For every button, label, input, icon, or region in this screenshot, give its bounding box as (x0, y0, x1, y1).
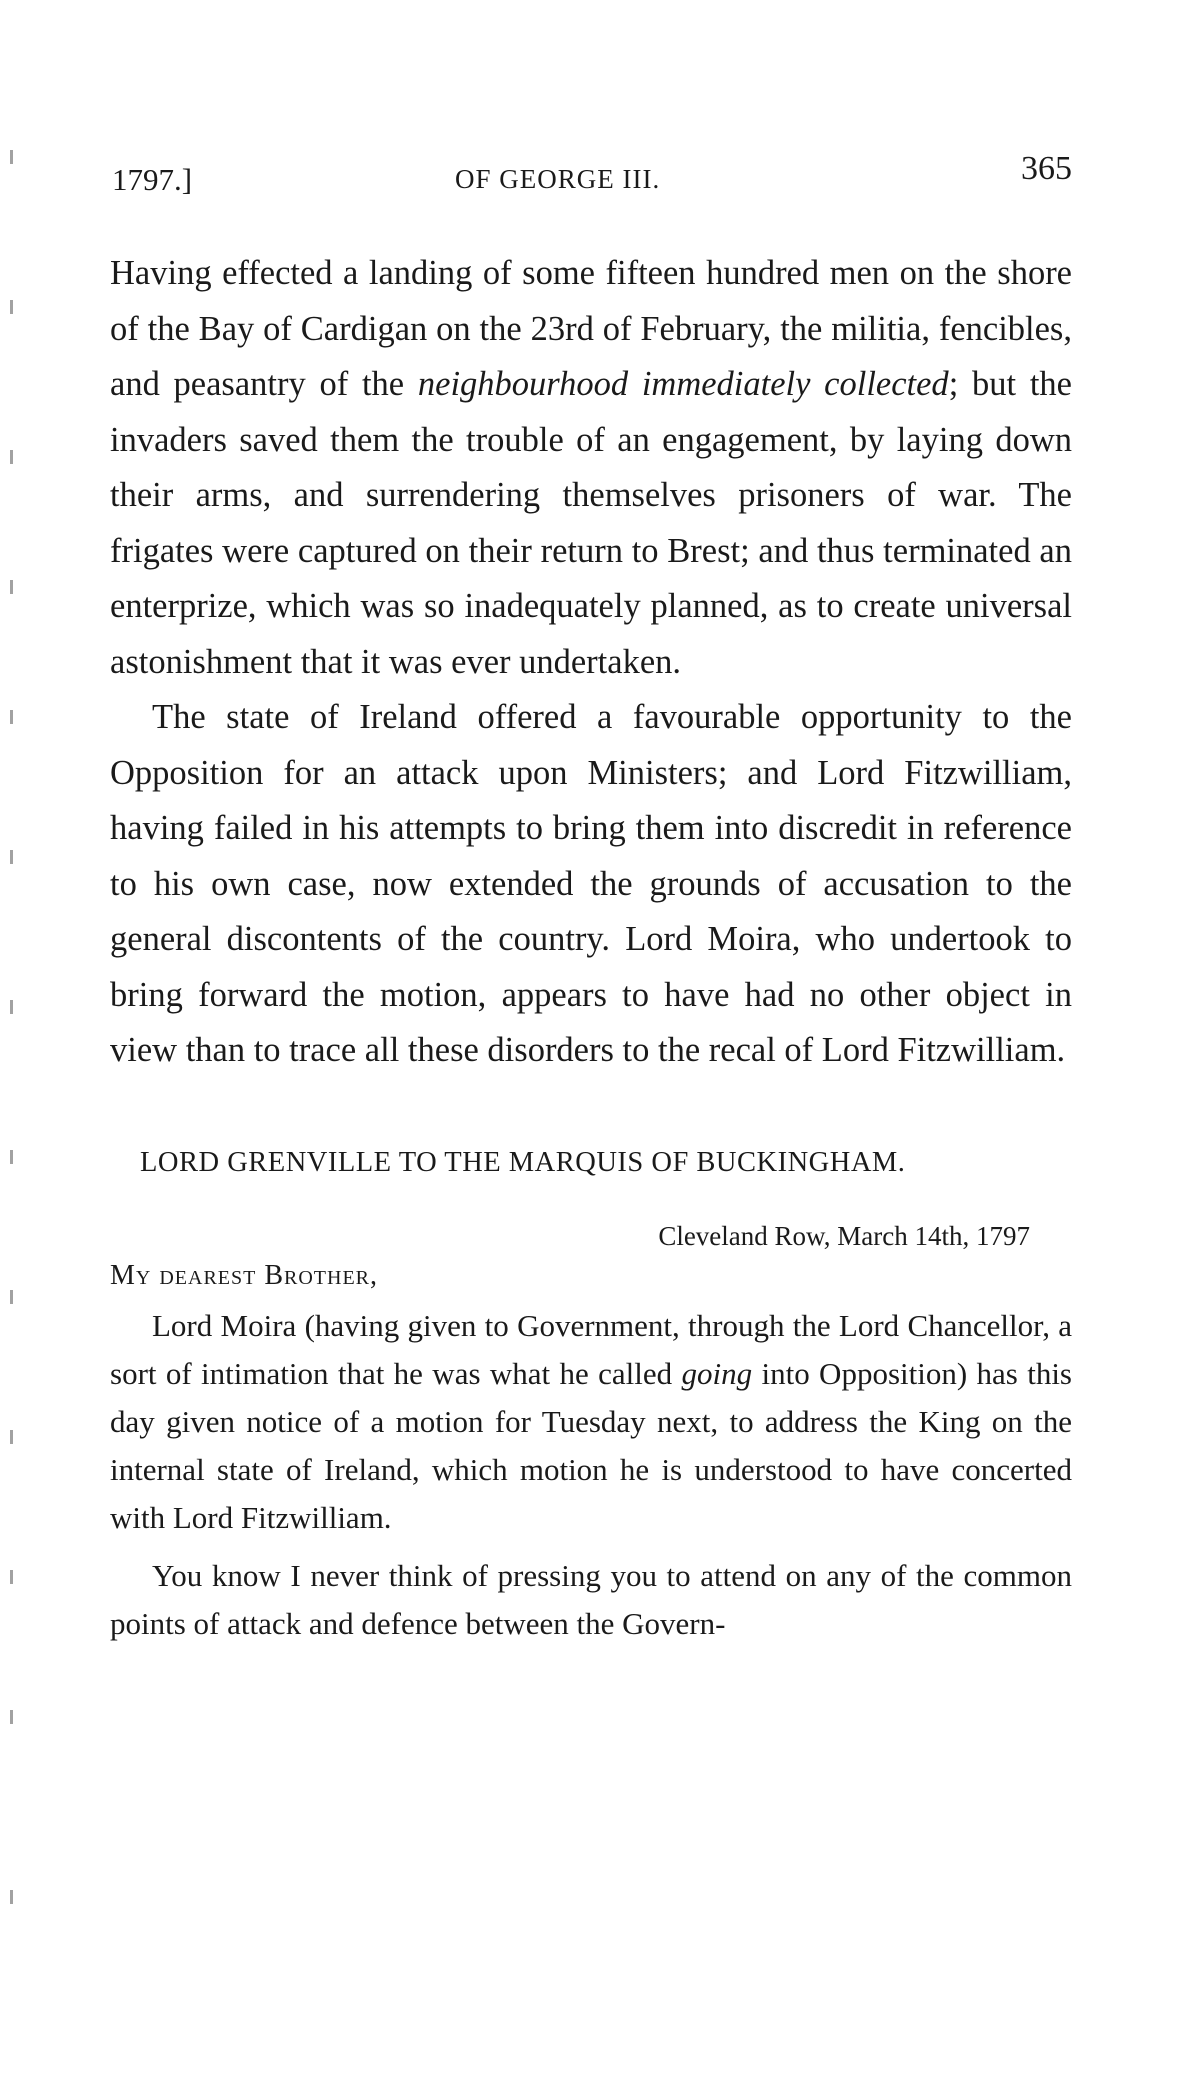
letter-paragraph-1 (110, 1302, 1072, 1542)
running-title: OF GEORGE III. (455, 164, 661, 194)
paragraph-ireland: The state of Ireland offered a favourable opportunity to the Opposition for an attack upon Ministers; and Lord Fitzwilliam, having failed in his attempts to bring them into discredit in reference to his own case, now extended the grounds of accusation to the general discontents of the country. Lord Moira, who undertook to bring forward the motion, appears to have had no other object in view than to trace all these disorders to the recal of Lord Fitzwilliam. (110, 698, 1072, 1069)
letter-paragraph-1-end: into Opposition) has this day given notice of a motion for Tuesday next, to address the King on the internal state of Ireland, which motion he is understood to have concerted with Lord Fitzwilliam. (110, 1355, 1072, 1535)
narrative-text (110, 246, 1072, 1079)
italic-phrase: neighbourhood immediately collected (417, 365, 949, 403)
paragraph-landing-end: ; but the invaders saved them the trouble of an engagement, by laying down their arms, and surrendering themselves prisoners of war. The frigates were captured on their return to Brest; and thus terminated an enterprize, which was so inadequately planned, as to create universal astonishment that it was ever undertaken. (110, 365, 1072, 681)
paragraph-landing (110, 246, 1072, 690)
book-page (110, 150, 1072, 1648)
letter-paragraph-2: You know I never think of pressing you to attend on any of the common points of attack and defence between the Govern- (110, 1557, 1072, 1641)
letter-body (110, 1302, 1072, 1648)
letter-date-line: Cleveland Row, March 14th, 1797 (658, 1220, 1030, 1251)
letter-salutation: My dearest Brother, (110, 1259, 379, 1291)
letter-italic-word: going (681, 1355, 753, 1391)
letter-paragraph-1-start: Lord Moira (having given to Government, through the Lord Chancellor, a sort of intimation that he was what he called (110, 1307, 1072, 1391)
page-header (110, 150, 1072, 210)
header-year: 1797.] (112, 162, 193, 197)
binding-gutter-marks (10, 150, 46, 1970)
paragraph-landing-start: Having effected a landing of some fifteen hundred men on the shore of the Bay of Cardigan on the 23rd of February, the militia, fencibles, and peasantry of the (110, 254, 1072, 403)
letter-heading: LORD GRENVILLE TO THE MARQUIS OF BUCKINGHAM. (140, 1146, 906, 1178)
page-number: 365 (1021, 150, 1072, 187)
